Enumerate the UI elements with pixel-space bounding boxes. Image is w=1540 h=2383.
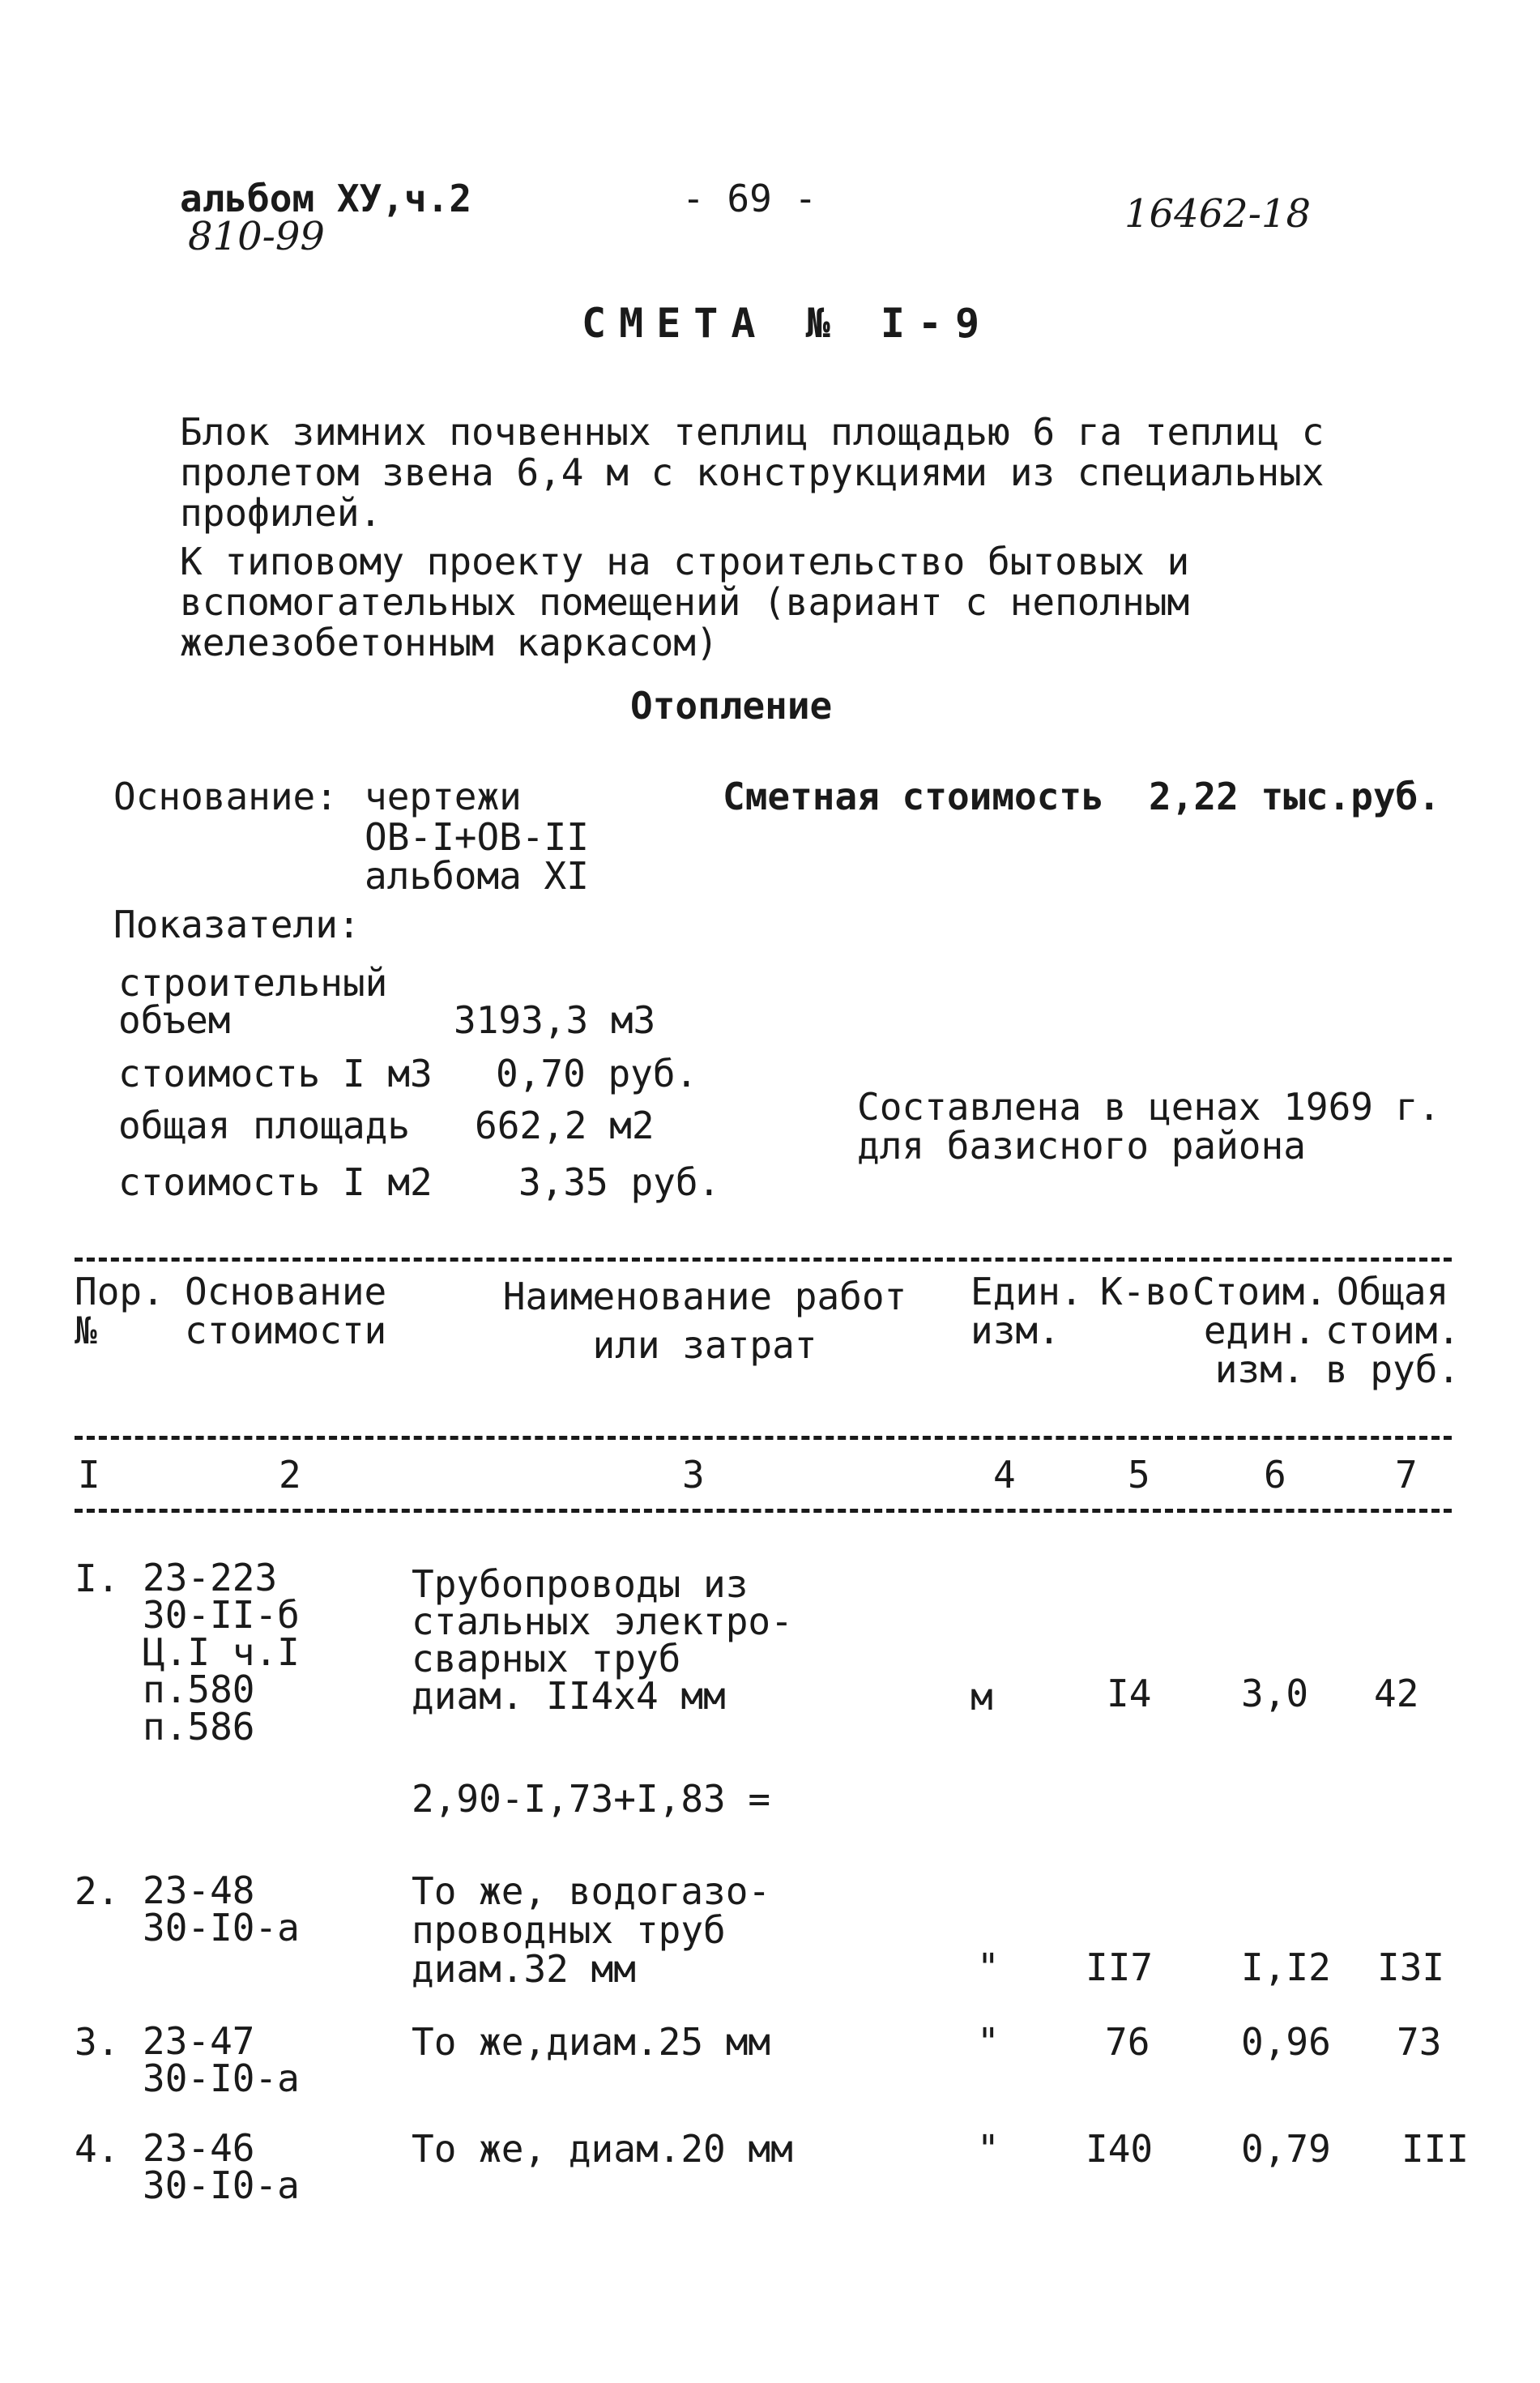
- estimate-cost-value: 2,22 тыс.руб.: [1149, 775, 1441, 818]
- header-num: Пор. №: [75, 1270, 164, 1352]
- table-rule-numbers-bottom: [75, 1509, 1452, 1513]
- column-number-5: 5: [1128, 1453, 1150, 1497]
- indicators-label: Показатели:: [113, 903, 360, 946]
- row-1-name: Трубопроводы из стальных электро- сварных труб диам. II4х4 мм: [412, 1562, 793, 1718]
- column-number-6: 6: [1264, 1453, 1286, 1497]
- indicator-label-cost-m3: стоимость I м3: [118, 1052, 433, 1095]
- page-number: - 69 -: [682, 177, 817, 220]
- column-number-7: 7: [1395, 1453, 1418, 1497]
- row-1-unit-cost: 3,0: [1241, 1672, 1309, 1715]
- row-3-num: 3.: [75, 2020, 120, 2064]
- indicator-value-cost-m3: 0,70 руб.: [496, 1052, 698, 1095]
- row-2-unit-cost: I,I2: [1241, 1945, 1331, 1989]
- row-1-total: 42: [1374, 1672, 1419, 1715]
- album-reference: альбом ХУ,ч.2: [180, 177, 472, 220]
- column-number-2: 2: [279, 1453, 301, 1497]
- row-4-qty: I40: [1086, 2127, 1154, 2171]
- header-name: Наименование работ или затрат: [502, 1275, 907, 1367]
- column-number-4: 4: [993, 1453, 1016, 1497]
- prices-note: Составлена в ценах 1969 г. для базисного района: [857, 1085, 1441, 1168]
- row-2-num: 2.: [75, 1869, 120, 1913]
- document-title: СМЕТА № I-9: [582, 300, 993, 347]
- row-3-basis: 23-47 30-I0-а: [143, 2019, 300, 2100]
- header-basis: Основание стоимости: [185, 1270, 387, 1352]
- row-3-qty: 76: [1105, 2020, 1150, 2064]
- header-total: Общая стоим. в руб.: [1325, 1270, 1461, 1391]
- estimate-cost-label: Сметная стоимость: [723, 775, 1104, 818]
- handwritten-right-note: 16462-18: [1124, 191, 1311, 237]
- row-2-total: I3I: [1377, 1945, 1445, 1989]
- row-4-unit: ": [977, 2127, 1000, 2171]
- row-4-name: То же, диам.20 мм: [412, 2127, 793, 2171]
- indicator-value-cost-m2: 3,35 руб.: [518, 1160, 721, 1204]
- column-number-1: I: [78, 1453, 100, 1497]
- row-1-basis: 23-223 30-II-б Ц.I ч.I п.580 п.586: [143, 1556, 300, 1749]
- row-2-qty: II7: [1086, 1945, 1154, 1989]
- row-3-total: 73: [1397, 2020, 1442, 2064]
- indicator-label-cost-m2: стоимость I м2: [118, 1160, 433, 1204]
- row-1-formula: 2,90-I,73+I,83 =: [412, 1777, 771, 1821]
- row-1-unit: м: [970, 1675, 993, 1719]
- description-paragraph-2: К типовому проекту на строительство бытовых и вспомогательных помещений (вариант с неполным железобетонным каркасом): [180, 540, 1190, 664]
- header-qty: К-во: [1100, 1270, 1190, 1313]
- row-3-name: То же,диам.25 мм: [412, 2020, 771, 2064]
- section-title: Отопление: [630, 684, 833, 728]
- column-number-3: 3: [682, 1453, 705, 1497]
- basis-label: Основание:: [113, 775, 338, 818]
- row-4-unit-cost: 0,79: [1241, 2127, 1331, 2171]
- indicator-label-area: общая площадь: [118, 1104, 411, 1147]
- header-unit: Един. изм.: [970, 1270, 1083, 1352]
- row-2-name: То же, водогазо- проводных труб диам.32 мм: [412, 1869, 771, 1991]
- row-4-total: III: [1401, 2127, 1470, 2171]
- header-unit-cost: Стоим. един. изм.: [1192, 1270, 1328, 1391]
- basis-line-3: альбома XI: [365, 854, 589, 898]
- table-rule-header-bottom: [75, 1436, 1452, 1440]
- row-3-unit-cost: 0,96: [1241, 2020, 1331, 2064]
- row-3-unit: ": [977, 2020, 1000, 2064]
- indicator-value-volume: 3193,3 м3: [454, 998, 656, 1042]
- row-1-qty: I4: [1107, 1672, 1152, 1715]
- indicator-value-area: 662,2 м2: [475, 1104, 655, 1147]
- description-paragraph-1: Блок зимних почвенных теплиц площадью 6 га теплиц с пролетом звена 6,4 м с конструкциями из специальных профилей.: [180, 410, 1325, 535]
- table-rule-top: [75, 1258, 1452, 1262]
- row-2-unit: ": [977, 1945, 1000, 1989]
- row-1-num: I.: [75, 1557, 120, 1600]
- indicator-label-volume: строительный объем: [118, 961, 388, 1042]
- basis-line-2: ОВ-I+ОВ-II: [365, 815, 589, 859]
- row-4-basis: 23-46 30-I0-а: [143, 2126, 300, 2207]
- basis-line-1: чертежи: [365, 775, 522, 818]
- row-2-basis: 23-48 30-I0-а: [143, 1868, 300, 1950]
- handwritten-left-note: 810-99: [188, 214, 325, 259]
- row-4-num: 4.: [75, 2127, 120, 2171]
